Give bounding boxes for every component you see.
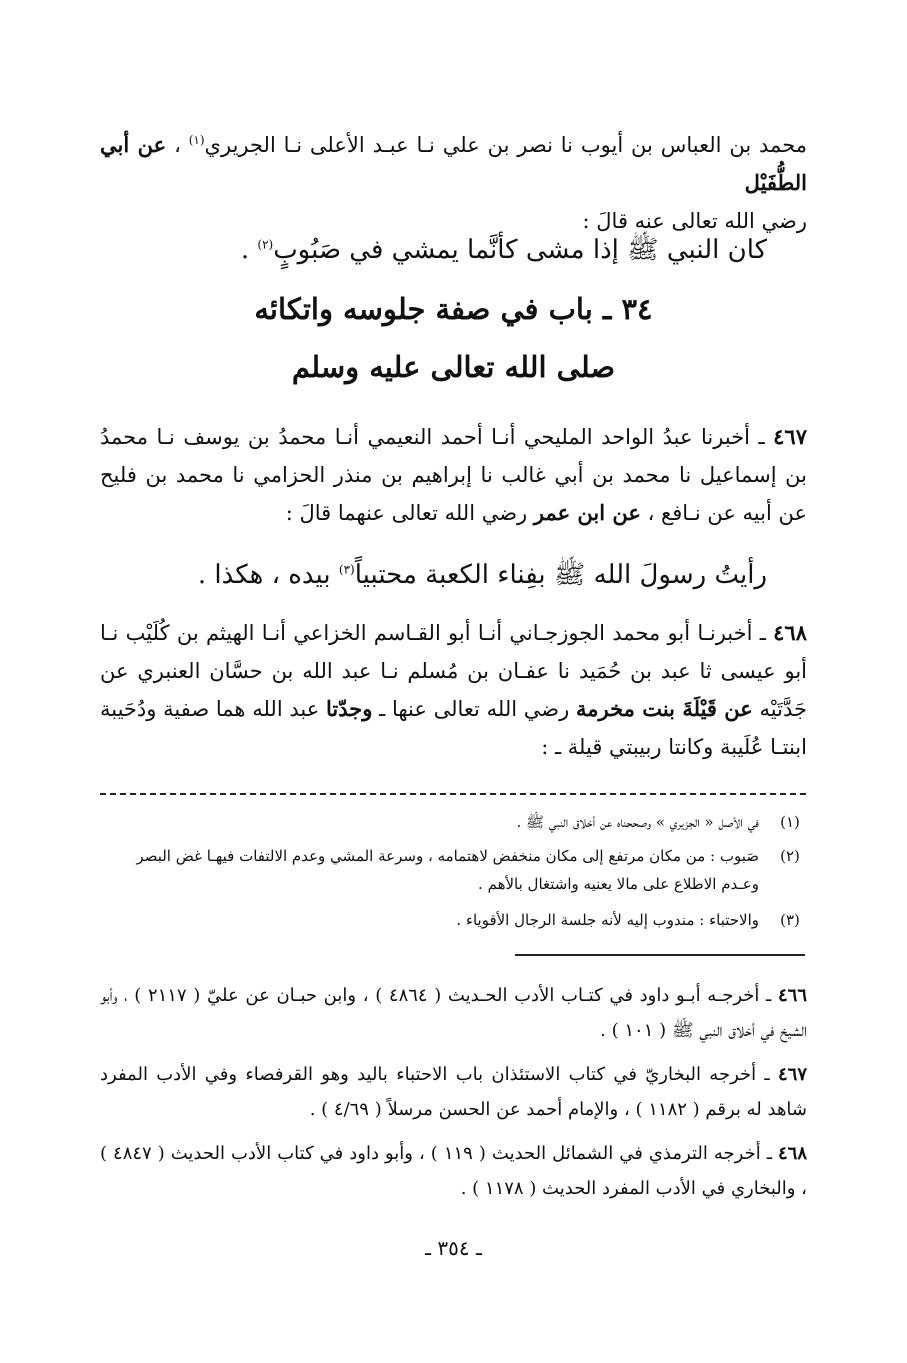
footnote-ref-2: (٢) [257,237,274,252]
takhrij-number: ٤٦٦ [778,985,808,1006]
footnote-3 [100,906,807,934]
takhrij-separator [515,954,805,956]
hadith-number-468: ٤٦٨ [773,620,807,645]
footnote-number: (١) [780,813,800,831]
takhrij-467 [100,1057,807,1127]
footnote-text: صَبوب : من مكان مرتفع إلى مكان منخفض لاهتمامه ، وسرعة المشي وعدم الالتفات فيهـا غض البصر وعـدم الاطلاع على مالا يعنيه واشتغال بالأهم . [136,847,759,893]
takhrij-text: ـ أخرجه البخاريّ في كتاب الاستئذان باب الاحتباء باليد وهو القرفصاء وفي الأدب المفرد شاهد له برقم ( ١١٨٢ ) ، والإمام أحمد عن الحسن مرسلاً ( ٤/٦٩ ) . [100,1064,807,1120]
isnad-467 [100,418,807,532]
takhrij-text: ـ أخرجـه أبـو داود في كتـاب الأدب الحـديث ( ٤٨٦٤ ) ، وابن حبـان عن عليّ ( ٢١١٧ ) ، وأبو الشيخ في أخلاق النبي ﷺ ( ١٠١ ) . [100,985,807,1041]
isnad-468-bold: وجدّتا [325,696,373,721]
intro-isnad: محمد بن العباس بن أيوب نا نصر بن علي نـا عبـد الأعلى نـا الجريري [204,133,807,157]
hadith-466-end: . [240,235,258,265]
isnad-467-narrator: عن ابن عمر [533,500,641,525]
isnad-468-narrator: عن قَيْلَةَ بنت مخرمة [575,696,753,721]
footnote-number: (٢) [780,847,800,865]
hadith-467-body: رأيتُ رسولَ الله ﷺ بفِناء الكعبة محتبياً [354,560,767,590]
takhrij-468 [100,1136,807,1206]
intro-paragraph [100,126,807,240]
isnad-468-mid: رضي الله تعالى عنها ـ [372,697,576,721]
takhrij-text: ـ أخرجه الترمذي في الشمائل الحديث ( ١١٩ ) ، وأبو داود في كتاب الأدب الحديث ( ٤٨٤٧ ) ، والبخاري في الأدب المفرد الحديث ( ١١٧٨ ) . [100,1143,807,1199]
page-number: ـ ٣٥٤ ـ [425,1236,482,1260]
chapter-subtitle: صلى الله تعالى عليه وسلم [291,350,616,384]
isnad-468-chain: ـ أخبرنـا أبو محمد الجوزجـاني أنـا أبو القـاسم الخزاعي أنـا الهيثم بن كُلَيْب نـا أبو عيسى ثا عبد بن حُمَيد نا عفـان بن مُسلم نـا عبد الله بن حسَّان العنبري عن جَدَّتَيْه [100,621,807,721]
isnad-467-chain: ـ أخبرنا عبدُ الواحد المليحي أنـا أحمد النعيمي أنـا محمدُ بن يوسف نـا محمدُ بن إسماعيل نا محمد بن أبي غالب نا إبراهيم بن منذر الحزامي نا محمد بن فليح عن أبيه عن نـافع ، [100,425,807,525]
intro-line2: رضي الله تعالى عنه قالَ : [582,209,807,233]
takhrij-number: ٤٦٧ [777,1064,807,1085]
takhrij-number: ٤٦٨ [777,1143,807,1164]
hadith-467-text [107,555,767,595]
footnote-ref-3: (٣) [338,562,355,577]
footnote-separator [100,793,806,795]
hadith-466-text [107,230,767,270]
hadith-466-body: كان النبي ﷺ إذا مشى كأنَّما يمشي في صَبُوبٍ [273,235,767,265]
footnote-ref-1: (١) [188,133,205,147]
intro-separator: ، [166,133,189,157]
isnad-467-tail: رضي الله تعالى عنهما قالَ : [285,501,534,525]
footnote-2 [100,842,807,898]
hadith-467-end: بيده ، هكذا . [197,560,339,590]
footnote-number: (٣) [780,911,800,929]
chapter-title: ٣٤ ـ باب في صفة جلوسه واتكائه [254,292,653,326]
takhrij-466 [100,978,807,1048]
hadith-number-467: ٤٦٧ [773,424,807,449]
isnad-468 [100,614,807,766]
footnote-1 [100,808,807,836]
footnote-text: في الأصل « الجزيري » وصححناه عن أخلاق النبي ﷺ . [516,813,759,831]
intro-narrator: عن أبي الطُّفَيْل [100,132,807,195]
isnad-468-tail: عبد الله هما صفية ودُحَيبة ابنتـا عُلَيبة وكانتا ربيبتي قيلة ـ : [100,697,807,759]
footnote-text: والاحتباء : مندوب إليه لأنه جلسة الرجال الأقوياء . [456,911,759,929]
